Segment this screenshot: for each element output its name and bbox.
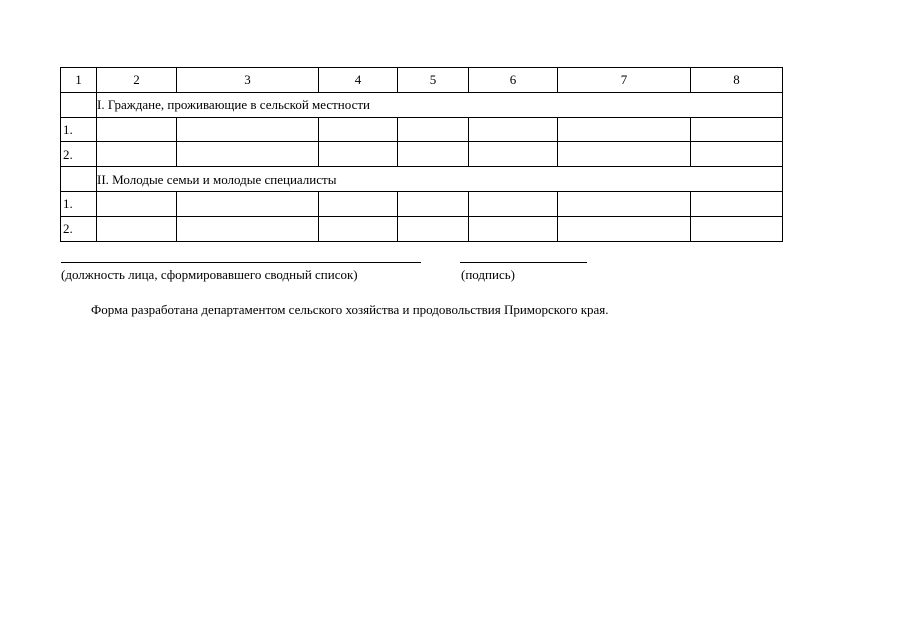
column-header: 3 xyxy=(177,68,319,93)
table-cell[interactable] xyxy=(97,142,177,167)
table-cell[interactable] xyxy=(398,142,469,167)
table-cell[interactable] xyxy=(319,142,398,167)
table-cell[interactable] xyxy=(319,216,398,241)
table-cell[interactable] xyxy=(691,117,783,142)
section-row xyxy=(61,92,783,117)
table-cell[interactable] xyxy=(319,117,398,142)
table-cell[interactable] xyxy=(469,216,558,241)
column-header: 6 xyxy=(469,68,558,93)
table-header-row xyxy=(61,68,783,93)
column-header: 2 xyxy=(97,68,177,93)
column-header: 5 xyxy=(398,68,469,93)
summary-list-table xyxy=(60,67,783,242)
table-cell[interactable] xyxy=(177,117,319,142)
position-signature-line xyxy=(61,262,421,263)
column-header: 7 xyxy=(558,68,691,93)
table-cell[interactable] xyxy=(398,191,469,216)
table-cell[interactable] xyxy=(691,191,783,216)
table-row xyxy=(61,216,783,241)
form-footnote: Форма разработана департаментом сельского хозяйства и продовольствия Приморского края. xyxy=(91,302,609,317)
table-row xyxy=(61,117,783,142)
table-cell[interactable] xyxy=(398,117,469,142)
table-cell[interactable] xyxy=(691,142,783,167)
column-header: 4 xyxy=(319,68,398,93)
section-row xyxy=(61,167,783,192)
table-cell[interactable] xyxy=(469,117,558,142)
table-cell[interactable] xyxy=(97,117,177,142)
table-cell[interactable] xyxy=(469,191,558,216)
table-cell[interactable] xyxy=(691,216,783,241)
column-header: 1 xyxy=(61,68,97,93)
position-caption: (должность лица, сформировавшего сводный список) xyxy=(61,267,358,282)
row-number: 2. xyxy=(61,142,97,167)
row-number: 1. xyxy=(61,117,97,142)
section-title: II. Молодые семьи и молодые специалисты xyxy=(97,167,783,192)
table-row xyxy=(61,142,783,167)
table-cell[interactable] xyxy=(558,191,691,216)
signature-line xyxy=(460,262,587,263)
section-number-cell xyxy=(61,92,97,117)
table-cell[interactable] xyxy=(177,216,319,241)
table-cell[interactable] xyxy=(558,216,691,241)
row-number: 1. xyxy=(61,191,97,216)
row-number: 2. xyxy=(61,216,97,241)
section-title: I. Граждане, проживающие в сельской местности xyxy=(97,92,783,117)
table-cell[interactable] xyxy=(177,142,319,167)
table-cell[interactable] xyxy=(558,142,691,167)
table-cell[interactable] xyxy=(97,216,177,241)
table-cell[interactable] xyxy=(177,191,319,216)
table-cell[interactable] xyxy=(319,191,398,216)
table-cell[interactable] xyxy=(469,142,558,167)
signature-caption: (подпись) xyxy=(461,267,515,282)
table-cell[interactable] xyxy=(558,117,691,142)
table-row xyxy=(61,191,783,216)
table-cell[interactable] xyxy=(97,191,177,216)
table-cell[interactable] xyxy=(398,216,469,241)
column-header: 8 xyxy=(691,68,783,93)
section-number-cell xyxy=(61,167,97,192)
